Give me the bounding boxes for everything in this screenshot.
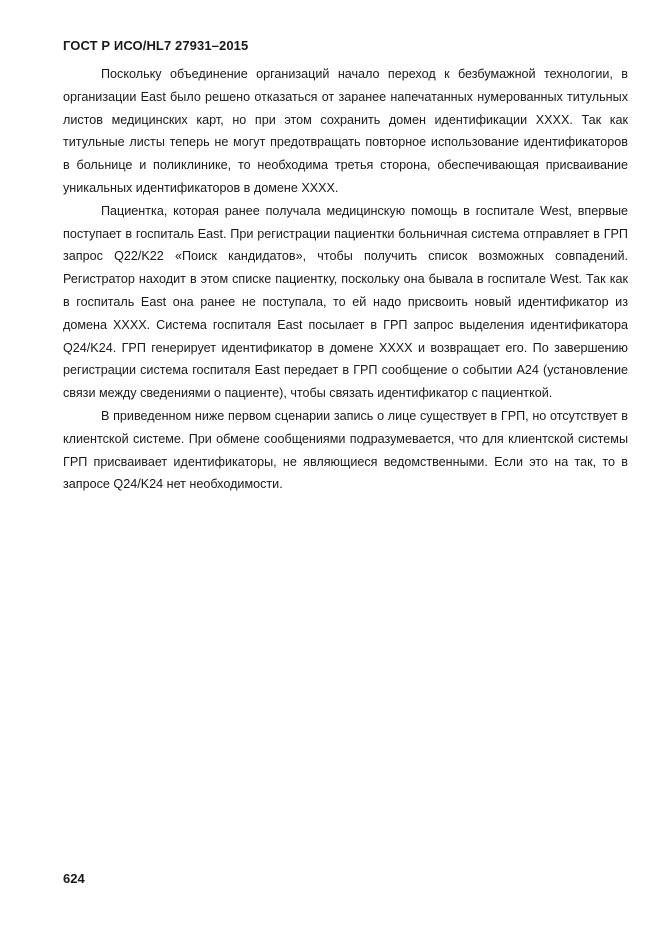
paragraph-paperless-transition: Поскольку объединение организаций начало переход к безбумажной технологии, в организации East было решено отказаться от заранее напечатанных нумерованных титульных листов медицинских карт, но при этом сохранить домен идентификации XXXX. Так как титульные листы теперь не могут предотвращать повторное использование идентификаторов в больнице и поликлинике, то необходима третья сторона, обеспечивающая присваивание уникальных идентификаторов в домене XXXX.: [63, 67, 628, 195]
paragraph-patient-registration: Пациентка, которая ранее получала медицинскую помощь в госпитале West, впервые поступает в госпиталь East. При регистрации пациентки больничная система отправляет в ГРП запрос Q22/K22 «Поиск кандидатов», чтобы получить список возможных совпадений. Регистратор находит в этом списке пациентку, поскольку она бывала в госпитале West. Так как в госпиталь East она ранее не поступала, то ей надо присвоить новый идентификатор из домена XXXX. Система госпиталя East посылает в ГРП запрос выделения идентификатора Q24/K24. ГРП генерирует идентификатор в домене XXXX и возвращает его. По завершению регистрации система госпиталя East передает в ГРП сообщение о событии A24 (установление связи между сведениями о пациенте), чтобы связать идентификатор с пациенткой.: [63, 203, 628, 401]
paragraph-first-scenario: В приведенном ниже первом сценарии запись о лице существует в ГРП, но отсутствует в клиентской системе. При обмене сообщениями подразумевается, что для клиентской системы ГРП присваивает идентификаторы, не являющиеся ведомственными. Если это на так, то в запросе Q24/K24 нет необходимости.: [63, 408, 628, 492]
body-text: [63, 63, 628, 496]
standard-header: ГОСТ Р ИСО/HL7 27931–2015: [63, 38, 249, 53]
page-number: 624: [63, 871, 85, 886]
